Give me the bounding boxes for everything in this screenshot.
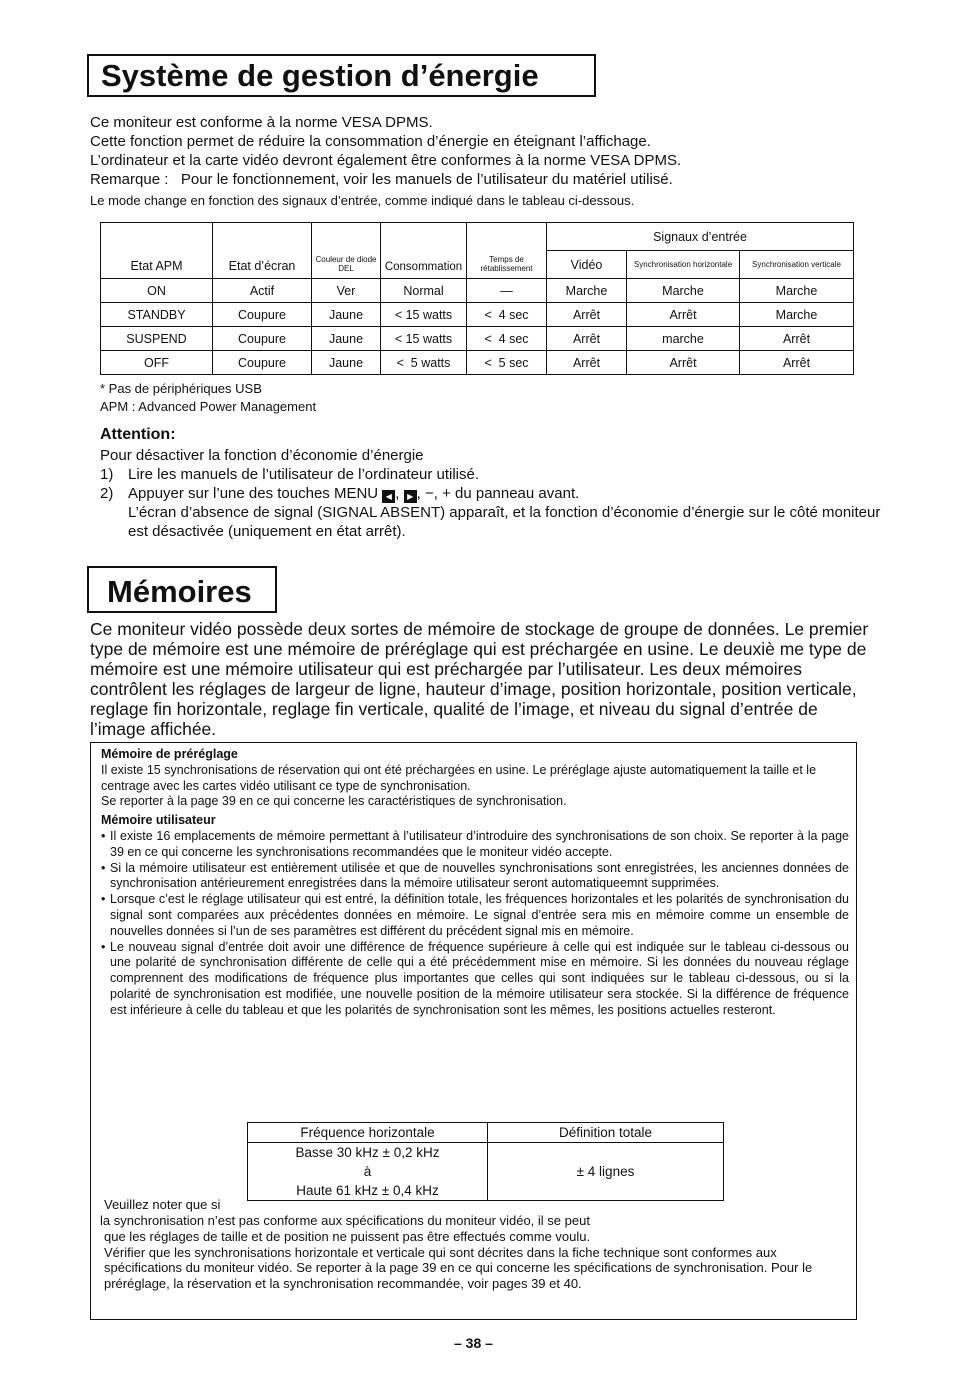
table-cell: marche xyxy=(627,327,740,351)
list-item-text: Lorsque c’est le réglage utilisateur qui est entré, la définition totale, les fréquences horizontales et les polarités de synchronisation du signal sont comparées aux précédentes données en mémoire. Le signal d’entrée sera mis en mémoire comme un ensemble de nouvelles données si l’un de ses paramètres est différent du précédent signal mis en mémoire. xyxy=(110,892,849,938)
list-item xyxy=(101,861,849,893)
header-cell: Consommation xyxy=(381,223,467,279)
header-cell: Couleur de diode DEL xyxy=(312,223,381,279)
intro-small-line: Le mode change en fonction des signaux d’entrée, comme indiqué dans le tableau ci-dessous. xyxy=(90,193,635,208)
table-cell: OFF xyxy=(101,351,213,375)
table-cell: Arrêt xyxy=(740,327,854,351)
table-row xyxy=(101,303,854,327)
note-lead: Veuillez noter que si xyxy=(104,1197,221,1212)
intro-line: Remarque : Pour le fonctionnement, voir les manuels de l’utilisateur du matériel utilisé. xyxy=(90,171,673,188)
right-arrow-key-icon: ▶ xyxy=(404,490,417,503)
table-notes xyxy=(100,380,316,416)
header-cell: Temps de rétablissement xyxy=(467,223,547,279)
table-cell: Coupure xyxy=(213,303,312,327)
step-text-part: , −, + du panneau avant. xyxy=(416,485,580,502)
note-text xyxy=(100,1213,852,1292)
header-cell: Définition totale xyxy=(488,1123,724,1143)
freq-line: Haute 61 kHz ± 0,4 kHz xyxy=(296,1183,439,1198)
header-cell: Vidéo xyxy=(547,251,627,279)
table-cell: STANDBY xyxy=(101,303,213,327)
table-row xyxy=(101,327,854,351)
table-cell: < 15 watts xyxy=(381,303,467,327)
table-cell: Marche xyxy=(547,279,627,303)
attention-step xyxy=(100,484,900,503)
table-cell: Normal xyxy=(381,279,467,303)
table-cell: Marche xyxy=(740,303,854,327)
step-text: Lire les manuels de l’utilisateur de l’ordinateur utilisé. xyxy=(128,466,480,483)
header-cell: Fréquence horizontale xyxy=(248,1123,488,1143)
section-title-energy: Système de gestion d’énergie xyxy=(87,54,596,97)
left-arrow-key-icon: ◀ xyxy=(382,490,395,503)
freq-line: à xyxy=(363,1164,372,1179)
intro-line: Ce moniteur est conforme à la norme VESA DPMS. xyxy=(90,114,433,131)
note-line: la synchronisation n’est pas conforme aux spécifications du moniteur vidéo, il se peut xyxy=(100,1213,590,1228)
note-line: Vérifier que les synchronisations horizontale et verticale qui sont décrites dans la fiche technique sont conformes aux spécifications du moniteur vidéo. Se reporter à la page 39 en ce qui concerne les spécifications de synchronisation. Pour le préréglage, la réservation et la synchronisation recommandée, voir pages 39 et 40. xyxy=(104,1244,813,1292)
header-cell: Etat APM xyxy=(101,223,213,279)
note-line: que les réglages de taille et de position ne puissent pas être effectués comme voulu. xyxy=(104,1228,591,1244)
header-cell: Synchronisation verticale xyxy=(740,251,854,279)
list-item xyxy=(101,892,849,939)
list-item-text: Si la mémoire utilisateur est entièrement utilisée et que de nouvelles synchronisations sont enregistrées, les anciennes données de synchronisation antérieurement enregistrées dans la mémoire utilisateur seront automatiqueemnt supprimées. xyxy=(110,860,849,891)
bullet-icon: • xyxy=(101,860,106,875)
preset-heading: Mémoire de préréglage xyxy=(101,747,238,761)
attention-line: Pour désactiver la fonction d’économie d’énergie xyxy=(100,447,424,464)
table-cell: Jaune xyxy=(312,327,381,351)
attention-text xyxy=(100,446,900,541)
table-row xyxy=(101,351,854,375)
step-continuation: L’écran d’absence de signal (SIGNAL ABSENT) apparaît, et la fonction d’économie d’énergie sur le côté moniteur est désactivée (uniquement en état arrêt). xyxy=(128,504,881,540)
header-cell: Synchronisation horizontale xyxy=(627,251,740,279)
table-cell: Coupure xyxy=(213,351,312,375)
table-cell: Jaune xyxy=(312,351,381,375)
energy-intro xyxy=(90,113,890,209)
apm-table xyxy=(100,222,854,375)
list-item xyxy=(101,829,849,861)
note-line: APM : Advanced Power Management xyxy=(100,399,317,414)
table-cell: Arrêt xyxy=(547,351,627,375)
user-memory-heading: Mémoire utilisateur xyxy=(101,813,216,828)
attention-step xyxy=(100,465,900,484)
table-cell: Arrêt xyxy=(547,327,627,351)
group-header-cell: Signaux d’entrée xyxy=(547,223,854,251)
table-cell: Coupure xyxy=(213,327,312,351)
preset-text-2: Se reporter à la page 39 en ce qui concerne les caractéristiques de synchronisation. xyxy=(101,794,567,809)
table-cell: Jaune xyxy=(312,303,381,327)
list-item-text: Le nouveau signal d’entrée doit avoir une différence de fréquence supérieure à celle qui est indiquée sur le tableau ci-dessous ou une polarité de synchronisation différente de celle qui a été précédemment mise en mémoire. Si les données du nouveau réglage comprennent des modifications de fréquence plus importantes que celles qui sont indiquées sur le tableau ci-dessous, ou si la polarité de synchronisation est modifiée, une nouvelle position de la mémoire utilisateur sera stockée. Si la différence de fréquence est inférieure à celle du tableau et que les polarités de synchronisation sont les mêmes, les positions actuelles resteront. xyxy=(110,939,849,1017)
bullet-icon: • xyxy=(101,939,106,954)
freq-line: Basse 30 kHz ± 0,2 kHz xyxy=(295,1145,440,1160)
attention-heading: Attention: xyxy=(100,426,176,443)
step-text-part: Appuyer sur l’une des touches MENU xyxy=(128,485,379,502)
table-cell: — xyxy=(467,279,547,303)
preset-text: Il existe 15 synchronisations de réservation qui ont été préchargées en usine. Le préréglage ajuste automatiquement la taille et le centrage avec les cartes vidéo utilisant ce type de synchronisation. xyxy=(101,762,817,793)
table-cell: Arrêt xyxy=(547,303,627,327)
page-number: – 38 – xyxy=(454,1335,493,1351)
note-line: * Pas de périphériques USB xyxy=(100,381,262,396)
table-cell: < 4 sec xyxy=(467,303,547,327)
table-cell: < 5 watts xyxy=(381,351,467,375)
table-cell: Marche xyxy=(740,279,854,303)
table-cell: < 15 watts xyxy=(381,327,467,351)
step-number: 2) xyxy=(100,485,114,502)
table-cell: < 4 sec xyxy=(467,327,547,351)
list-item xyxy=(101,940,849,1019)
step-text: Appuyer sur l’une des touches MENU ◀ , ▶ , −, + du panneau avant. xyxy=(128,485,580,502)
step-number: 1) xyxy=(100,466,114,483)
memory-info-content xyxy=(101,747,849,1019)
table-cell: SUSPEND xyxy=(101,327,213,351)
table-row xyxy=(101,279,854,303)
table-cell: Arrêt xyxy=(627,303,740,327)
intro-line: L’ordinateur et la carte vidéo devront également être conformes à la norme VESA DPMS. xyxy=(90,152,682,169)
bullet-icon: • xyxy=(101,892,106,907)
frequency-table xyxy=(247,1122,724,1201)
memories-intro: Ce moniteur vidéo possède deux sortes de mémoire de stockage de groupe de données. Le premier type de mémoire est une mémoire de préréglage qui est préchargée en usine. Le deuxiè me type de mémoire est une mémoire utilisateur qui est préchargée par l’utilisateur. Les deux mémoires contrôlent les réglages de largeur de ligne, hauteur d’image, position horizontale, position verticale, reglage fin horizontale, reglage fin verticale, qualité de l’image, et niveau du signal d’entrée de l’image affichée. xyxy=(90,619,869,739)
table-cell: Arrêt xyxy=(627,351,740,375)
table-cell: < 5 sec xyxy=(467,351,547,375)
list-item-text: Il existe 16 emplacements de mémoire permettant à l’utilisateur d’introduire des synchronisations de son choix. Se reporter à la page 39 en ce qui concerne les synchronisations recommandées que le moniteur vidéo accepte. xyxy=(110,828,849,859)
intro-line: Cette fonction permet de réduire la consommation d’énergie en éteignant l’affichage. xyxy=(90,133,651,150)
table-cell: ± 4 lignes xyxy=(488,1143,724,1201)
table-cell: Actif xyxy=(213,279,312,303)
table-cell xyxy=(248,1143,488,1201)
section-title-memories: Mémoires xyxy=(87,566,277,613)
bullet-icon: • xyxy=(101,828,106,843)
table-cell: ON xyxy=(101,279,213,303)
table-cell: Marche xyxy=(627,279,740,303)
table-cell: Arrêt xyxy=(740,351,854,375)
header-cell: Etat d’écran xyxy=(213,223,312,279)
table-cell: Ver xyxy=(312,279,381,303)
